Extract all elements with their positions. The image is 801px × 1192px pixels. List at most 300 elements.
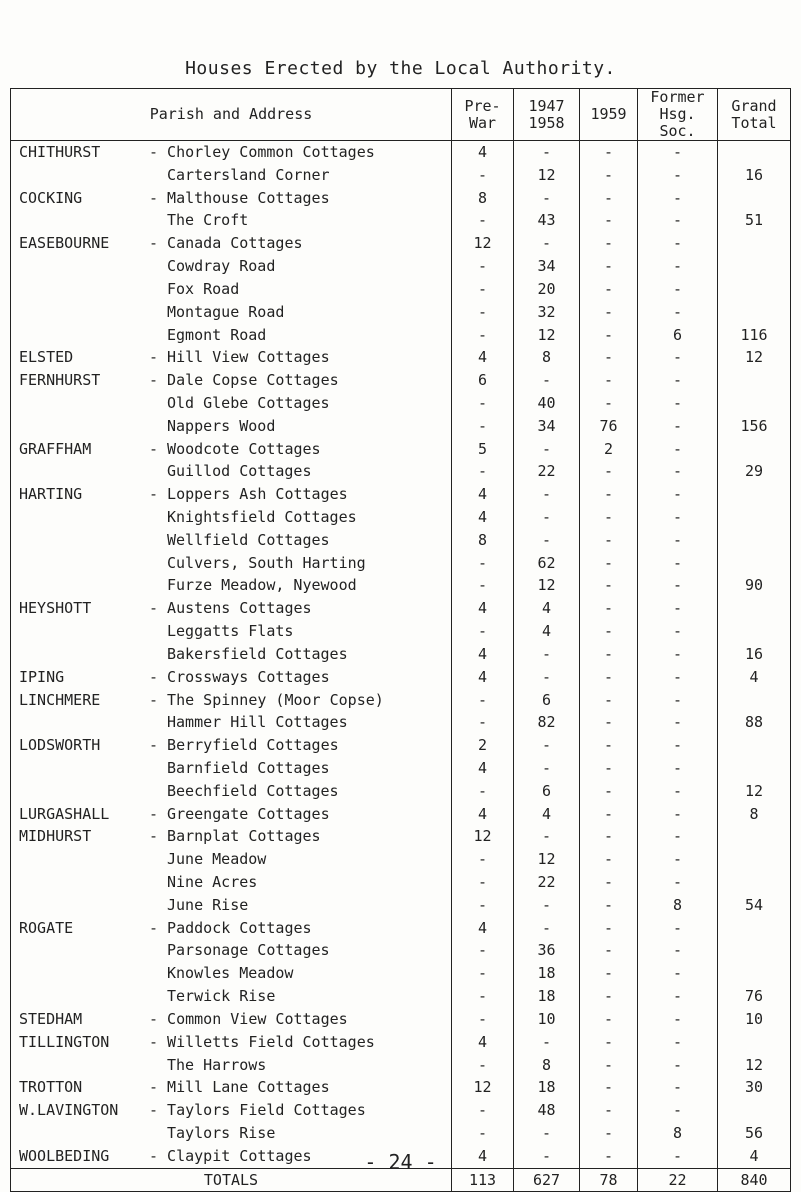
table-cell-prewar: 4: [477, 143, 488, 161]
table-row-parish-address: [11, 939, 451, 962]
table-row-parish-address: [11, 209, 451, 232]
parish-name: CHITHURST: [19, 143, 101, 161]
table-cell-y1959: -: [603, 758, 614, 777]
table-cell-total: 90: [744, 576, 764, 595]
table-cell-y1947: 22: [537, 873, 556, 891]
table-cell-former: -: [672, 987, 683, 1006]
table-cell-prewar: -: [477, 576, 488, 595]
header-row: [11, 89, 791, 141]
address: - Woodcote Cottages: [149, 439, 321, 458]
table-cell-former: 8: [672, 1123, 683, 1142]
table-cell-former: -: [672, 850, 683, 869]
table-cell-y1947: 48: [537, 1101, 556, 1120]
table-cell-prewar: 4: [477, 508, 488, 526]
table-row-parish-address: [11, 962, 451, 985]
table-cell-y1947: -: [541, 530, 552, 549]
table-cell-prewar: 5: [477, 439, 488, 458]
table-cell-total: [718, 848, 790, 871]
table-row-parish-address: [11, 1031, 451, 1054]
table-cell-total: [718, 552, 790, 575]
table-cell-former: -: [672, 257, 683, 276]
table-cell-total: 29: [744, 462, 764, 481]
table-cell-y1947: -: [541, 234, 552, 253]
table-cell-y1959: -: [603, 348, 614, 367]
table-cell-former: -: [672, 736, 683, 755]
parish-name: ELSTED: [19, 348, 74, 367]
address: - Loppers Ash Cottages: [149, 485, 348, 504]
1959-column: [580, 141, 638, 1169]
table-cell-total: [718, 1031, 790, 1054]
table-cell-total: 16: [744, 165, 764, 184]
table-cell-total: [718, 917, 790, 940]
table-cell-y1947: 10: [537, 1009, 556, 1028]
table-cell-y1947: 62: [537, 553, 556, 572]
table-cell-total: 4: [749, 667, 759, 686]
table-row-parish-address: [11, 1122, 451, 1145]
table-cell-y1947: 18: [537, 987, 556, 1006]
table-cell-former: -: [672, 553, 683, 572]
table-row-parish-address: [11, 460, 451, 483]
table-cell-total: 12: [744, 1055, 764, 1074]
parish-name: LURGASHALL: [19, 804, 110, 823]
parish-name: HARTING: [19, 485, 83, 504]
houses-table: [10, 88, 791, 1192]
table-cell-y1947: -: [541, 371, 552, 390]
address: Cartersland Corner: [167, 165, 330, 184]
table-cell-y1959: -: [603, 371, 614, 390]
table-cell-prewar: -: [477, 325, 488, 344]
table-cell-prewar: 8: [477, 530, 488, 549]
table-cell-y1959: -: [603, 211, 614, 230]
parish-name: ROGATE: [19, 918, 74, 937]
table-row-parish-address: [11, 871, 451, 894]
table-cell-prewar: 4: [477, 485, 488, 504]
table-row-parish-address: [11, 985, 451, 1008]
table-cell-former: -: [672, 644, 683, 663]
address: Nappers Wood: [167, 416, 276, 435]
table-cell-y1947: 12: [537, 165, 556, 184]
address: - Paddock Cottages: [149, 918, 312, 937]
table-cell-y1947: 12: [537, 576, 556, 595]
address: - Canada Cottages: [149, 234, 303, 253]
table-cell-y1959: -: [603, 1032, 614, 1051]
table-cell-y1947: -: [541, 918, 552, 937]
table-cell-y1947: -: [541, 1032, 552, 1051]
table-cell-y1959: -: [603, 302, 614, 321]
table-cell-prewar: -: [477, 690, 488, 709]
address: - Mill Lane Cottages: [149, 1078, 330, 1097]
table-cell-former: -: [672, 188, 683, 207]
parish-name: WOOLBEDING: [19, 1146, 110, 1165]
totals-grand: 840: [718, 1168, 791, 1191]
table-cell-y1947: -: [541, 439, 552, 458]
table-cell-y1959: -: [603, 918, 614, 937]
table-row-parish-address: [11, 780, 451, 803]
address: Nine Acres: [167, 873, 258, 891]
table-cell-prewar: -: [477, 211, 488, 230]
table-cell-total: [718, 232, 790, 255]
table-cell-total: 156: [740, 416, 768, 435]
table-cell-prewar: -: [477, 279, 488, 298]
table-row-parish-address: [11, 597, 451, 620]
table-cell-y1947: 18: [537, 1078, 556, 1097]
address: Wellfield Cottages: [167, 530, 330, 549]
totals-label: TOTALS: [11, 1168, 452, 1191]
table-cell-prewar: 4: [477, 348, 488, 367]
table-cell-prewar: 4: [477, 1032, 488, 1051]
table-cell-y1947: 12: [537, 325, 556, 344]
table-cell-former: -: [672, 1146, 683, 1165]
address: Knowles Meadow: [167, 964, 294, 983]
table-cell-total: [718, 597, 790, 620]
header-prewar: Pre- War: [452, 89, 514, 141]
table-cell-y1947: -: [541, 508, 552, 526]
table-cell-y1947: -: [541, 485, 552, 504]
table-row-parish-address: [11, 346, 451, 369]
table-cell-y1959: -: [603, 508, 614, 526]
table-cell-former: -: [672, 302, 683, 321]
table-cell-former: -: [672, 804, 683, 823]
table-cell-prewar: 4: [477, 599, 488, 618]
table-cell-prewar: -: [477, 165, 488, 184]
table-cell-total: 12: [744, 781, 764, 800]
parish-name: TROTTON: [19, 1078, 83, 1097]
table-cell-total: 16: [744, 644, 764, 663]
table-cell-y1947: 22: [537, 462, 556, 481]
parish-name: TILLINGTON: [19, 1032, 110, 1051]
table-cell-total: [718, 278, 790, 301]
address: Hammer Hill Cottages: [167, 713, 348, 732]
address: The Harrows: [167, 1055, 267, 1074]
table-cell-total: [718, 757, 790, 780]
address: Knightsfield Cottages: [167, 508, 357, 526]
table-cell-y1959: -: [603, 1078, 614, 1097]
table-cell-former: -: [672, 576, 683, 595]
table-cell-prewar: 8: [477, 188, 488, 207]
1947-1958-column: [514, 141, 580, 1169]
address: Parsonage Cottages: [167, 941, 330, 960]
totals-prewar: 113: [452, 1168, 514, 1191]
table-cell-y1947: 12: [537, 850, 556, 869]
table-cell-y1947: 8: [541, 1055, 552, 1074]
table-cell-total: [718, 962, 790, 985]
address: Barnfield Cottages: [167, 758, 330, 777]
table-row-parish-address: [11, 552, 451, 575]
grand-total-column: [718, 141, 791, 1169]
table-cell-total: [718, 392, 790, 415]
header-grand-total: Grand Total: [718, 89, 791, 141]
table-cell-y1947: -: [541, 1123, 552, 1142]
prewar-column: [452, 141, 514, 1169]
table-row-parish-address: [11, 392, 451, 415]
table-cell-former: -: [672, 690, 683, 709]
address: - The Spinney (Moor Copse): [149, 690, 384, 709]
parish-name: LODSWORTH: [19, 736, 101, 755]
table-cell-y1947: -: [541, 143, 552, 161]
table-cell-y1947: 4: [541, 599, 552, 618]
table-row-parish-address: [11, 415, 451, 438]
table-cell-former: -: [672, 439, 683, 458]
table-cell-y1947: -: [541, 736, 552, 755]
parish-name: IPING: [19, 667, 65, 686]
table-row-parish-address: [11, 278, 451, 301]
table-cell-total: [718, 369, 790, 392]
table-cell-former: -: [672, 530, 683, 549]
table-cell-total: 8: [749, 804, 759, 823]
parish-name: COCKING: [19, 188, 83, 207]
table-cell-former: -: [672, 713, 683, 732]
table-cell-former: -: [672, 599, 683, 618]
table-cell-total: 4: [749, 1146, 759, 1165]
address: - Austens Cottages: [149, 599, 312, 618]
table-cell-y1947: 20: [537, 279, 556, 298]
document-title: Houses Erected by the Local Authority.: [185, 58, 616, 79]
table-cell-former: -: [672, 1032, 683, 1051]
parish-name: MIDHURST: [19, 827, 92, 846]
table-cell-prewar: 4: [477, 667, 488, 686]
table-row-parish-address: [11, 1076, 451, 1099]
table-cell-y1959: -: [603, 941, 614, 960]
table-row-parish-address: [11, 734, 451, 757]
table-cell-total: 54: [744, 895, 764, 914]
header-parish: Parish and Address: [11, 89, 452, 141]
table-cell-total: [718, 689, 790, 712]
table-cell-total: [718, 871, 790, 894]
table-cell-y1959: 2: [603, 439, 614, 458]
table-cell-former: -: [672, 462, 683, 481]
table-cell-prewar: 12: [473, 1078, 492, 1097]
table-cell-former: -: [672, 1078, 683, 1097]
table-cell-prewar: -: [477, 622, 488, 641]
table-cell-y1947: -: [541, 827, 552, 846]
table-cell-y1959: -: [603, 850, 614, 869]
table-row-parish-address: [11, 643, 451, 666]
table-cell-former: -: [672, 1009, 683, 1028]
address: June Rise: [167, 895, 249, 914]
table-cell-total: [718, 187, 790, 210]
table-cell-y1959: -: [603, 257, 614, 276]
header-1959: 1959: [580, 89, 638, 141]
table-cell-y1959: -: [603, 895, 614, 914]
table-cell-former: -: [672, 348, 683, 367]
table-cell-y1959: -: [603, 576, 614, 595]
table-cell-y1959: -: [603, 143, 614, 161]
table-cell-y1959: -: [603, 804, 614, 823]
address: - Hill View Cottages: [149, 348, 330, 367]
table-cell-total: 30: [744, 1078, 764, 1097]
table-cell-former: -: [672, 1055, 683, 1074]
table-cell-y1947: 36: [537, 941, 556, 960]
table-cell-y1959: -: [603, 1055, 614, 1074]
table-cell-total: [718, 483, 790, 506]
table-cell-former: -: [672, 827, 683, 846]
address: - Barnplat Cottages: [149, 827, 321, 846]
table-cell-y1959: -: [603, 987, 614, 1006]
table-cell-total: [718, 141, 790, 164]
table-cell-total: [718, 255, 790, 278]
table-cell-total: 76: [744, 987, 764, 1006]
table-cell-y1959: -: [603, 622, 614, 641]
table-cell-former: -: [672, 667, 683, 686]
table-cell-prewar: 12: [473, 234, 492, 253]
table-cell-y1947: 6: [541, 690, 552, 709]
address: - Claypit Cottages: [149, 1146, 312, 1165]
table-row-parish-address: [11, 506, 451, 529]
table-cell-total: [718, 438, 790, 461]
table-cell-y1959: -: [603, 325, 614, 344]
table-cell-y1947: 32: [537, 302, 556, 321]
table-cell-prewar: -: [477, 1101, 488, 1120]
totals-1959: 78: [580, 1168, 638, 1191]
body-row: [11, 141, 791, 1169]
address: Terwick Rise: [167, 987, 276, 1006]
table-cell-y1959: -: [603, 188, 614, 207]
table-cell-prewar: -: [477, 416, 488, 435]
address: Cowdray Road: [167, 257, 276, 276]
table-row-parish-address: [11, 324, 451, 347]
table-row-parish-address: [11, 232, 451, 255]
table-cell-y1947: 8: [541, 348, 552, 367]
parish-name: GRAFFHAM: [19, 439, 92, 458]
table-cell-y1947: 34: [537, 416, 556, 435]
table-cell-y1959: -: [603, 553, 614, 572]
table-cell-prewar: -: [477, 713, 488, 732]
address: Furze Meadow, Nyewood: [167, 576, 357, 595]
address: Bakersfield Cottages: [167, 644, 348, 663]
table-row-parish-address: [11, 369, 451, 392]
table-row-parish-address: [11, 1008, 451, 1031]
table-row-parish-address: [11, 917, 451, 940]
table-cell-y1947: -: [541, 758, 552, 777]
table-cell-prewar: -: [477, 257, 488, 276]
table-cell-y1959: -: [603, 1101, 614, 1120]
table-cell-former: -: [672, 234, 683, 253]
table-cell-total: [718, 1099, 790, 1122]
table-cell-prewar: 4: [477, 644, 488, 663]
table-row-parish-address: [11, 574, 451, 597]
table-cell-former: -: [672, 1101, 683, 1120]
table-cell-y1959: -: [603, 485, 614, 504]
table-cell-total: [718, 506, 790, 529]
table-cell-y1959: -: [603, 530, 614, 549]
table-cell-prewar: -: [477, 462, 488, 481]
table-row-parish-address: [11, 825, 451, 848]
table-cell-former: 8: [672, 895, 683, 914]
table-cell-former: -: [672, 781, 683, 800]
header-1947-1958: 1947 1958: [514, 89, 580, 141]
table-cell-former: -: [672, 918, 683, 937]
address: Taylors Rise: [167, 1123, 276, 1142]
table-row-parish-address: [11, 757, 451, 780]
parish-name: EASEBOURNE: [19, 234, 110, 253]
table-cell-former: -: [672, 279, 683, 298]
table-cell-prewar: -: [477, 1009, 488, 1028]
table-cell-former: -: [672, 873, 683, 891]
parish-name: W.LAVINGTON: [19, 1101, 119, 1120]
table-cell-prewar: 6: [477, 371, 488, 390]
table-cell-y1947: 40: [537, 393, 556, 412]
table-cell-former: -: [672, 758, 683, 777]
table-cell-y1959: -: [603, 713, 614, 732]
table-cell-total: 12: [744, 348, 764, 367]
table-cell-y1947: -: [541, 188, 552, 207]
table-row-parish-address: [11, 848, 451, 871]
table-cell-total: [718, 620, 790, 643]
table-cell-total: [718, 825, 790, 848]
table-cell-former: -: [672, 622, 683, 641]
address: - Crossways Cottages: [149, 667, 330, 686]
table-cell-y1947: -: [541, 667, 552, 686]
page-number: - 24 -: [364, 1150, 437, 1174]
table-row-parish-address: [11, 187, 451, 210]
address: Egmont Road: [167, 325, 267, 344]
table-cell-prewar: 12: [473, 827, 492, 846]
table-cell-y1959: -: [603, 1123, 614, 1142]
address: - Malthouse Cottages: [149, 188, 330, 207]
table-cell-y1959: -: [603, 690, 614, 709]
table-row-parish-address: [11, 141, 451, 164]
table-cell-y1959: -: [603, 736, 614, 755]
address: - Willetts Field Cottages: [149, 1032, 375, 1051]
table-cell-y1959: -: [603, 393, 614, 412]
table-cell-total: [718, 939, 790, 962]
table-cell-former: -: [672, 416, 683, 435]
table-row-parish-address: [11, 301, 451, 324]
address: Culvers, South Harting: [167, 553, 366, 572]
table-cell-former: -: [672, 964, 683, 983]
table-cell-y1947: 43: [537, 211, 556, 230]
address: - Taylors Field Cottages: [149, 1101, 366, 1120]
table-cell-y1959: -: [603, 599, 614, 618]
parish-name: HEYSHOTT: [19, 599, 92, 618]
table-cell-former: -: [672, 393, 683, 412]
address: Old Glebe Cottages: [167, 393, 330, 412]
table-row-parish-address: [11, 689, 451, 712]
table-cell-prewar: -: [477, 1055, 488, 1074]
table-cell-y1959: -: [603, 781, 614, 800]
table-cell-y1959: -: [603, 279, 614, 298]
table-cell-prewar: -: [477, 781, 488, 800]
table-cell-y1947: 4: [541, 804, 552, 823]
address: Montague Road: [167, 302, 285, 321]
table-cell-prewar: 4: [477, 918, 488, 937]
table-cell-y1959: -: [603, 462, 614, 481]
table-cell-y1947: -: [541, 895, 552, 914]
table-cell-y1959: -: [603, 1146, 614, 1165]
table-cell-former: -: [672, 143, 683, 161]
table-cell-prewar: -: [477, 987, 488, 1006]
table-cell-y1959: -: [603, 964, 614, 983]
totals-1947-1958: 627: [514, 1168, 580, 1191]
table-cell-total: [718, 529, 790, 552]
table-cell-y1947: 6: [541, 781, 552, 800]
table-cell-prewar: 4: [477, 1146, 488, 1165]
table-cell-y1947: 34: [537, 257, 556, 276]
table-cell-prewar: -: [477, 850, 488, 869]
table-cell-former: 6: [672, 325, 683, 344]
table-cell-prewar: -: [477, 941, 488, 960]
table-row-parish-address: [11, 529, 451, 552]
table-row-parish-address: [11, 620, 451, 643]
table-cell-prewar: 2: [477, 736, 488, 755]
address: Fox Road: [167, 279, 240, 298]
table-cell-y1959: -: [603, 1009, 614, 1028]
table-cell-prewar: -: [477, 873, 488, 891]
table-cell-total: 51: [744, 211, 764, 230]
table-cell-former: -: [672, 485, 683, 504]
table-cell-prewar: 4: [477, 804, 488, 823]
address: Guillod Cottages: [167, 462, 312, 481]
